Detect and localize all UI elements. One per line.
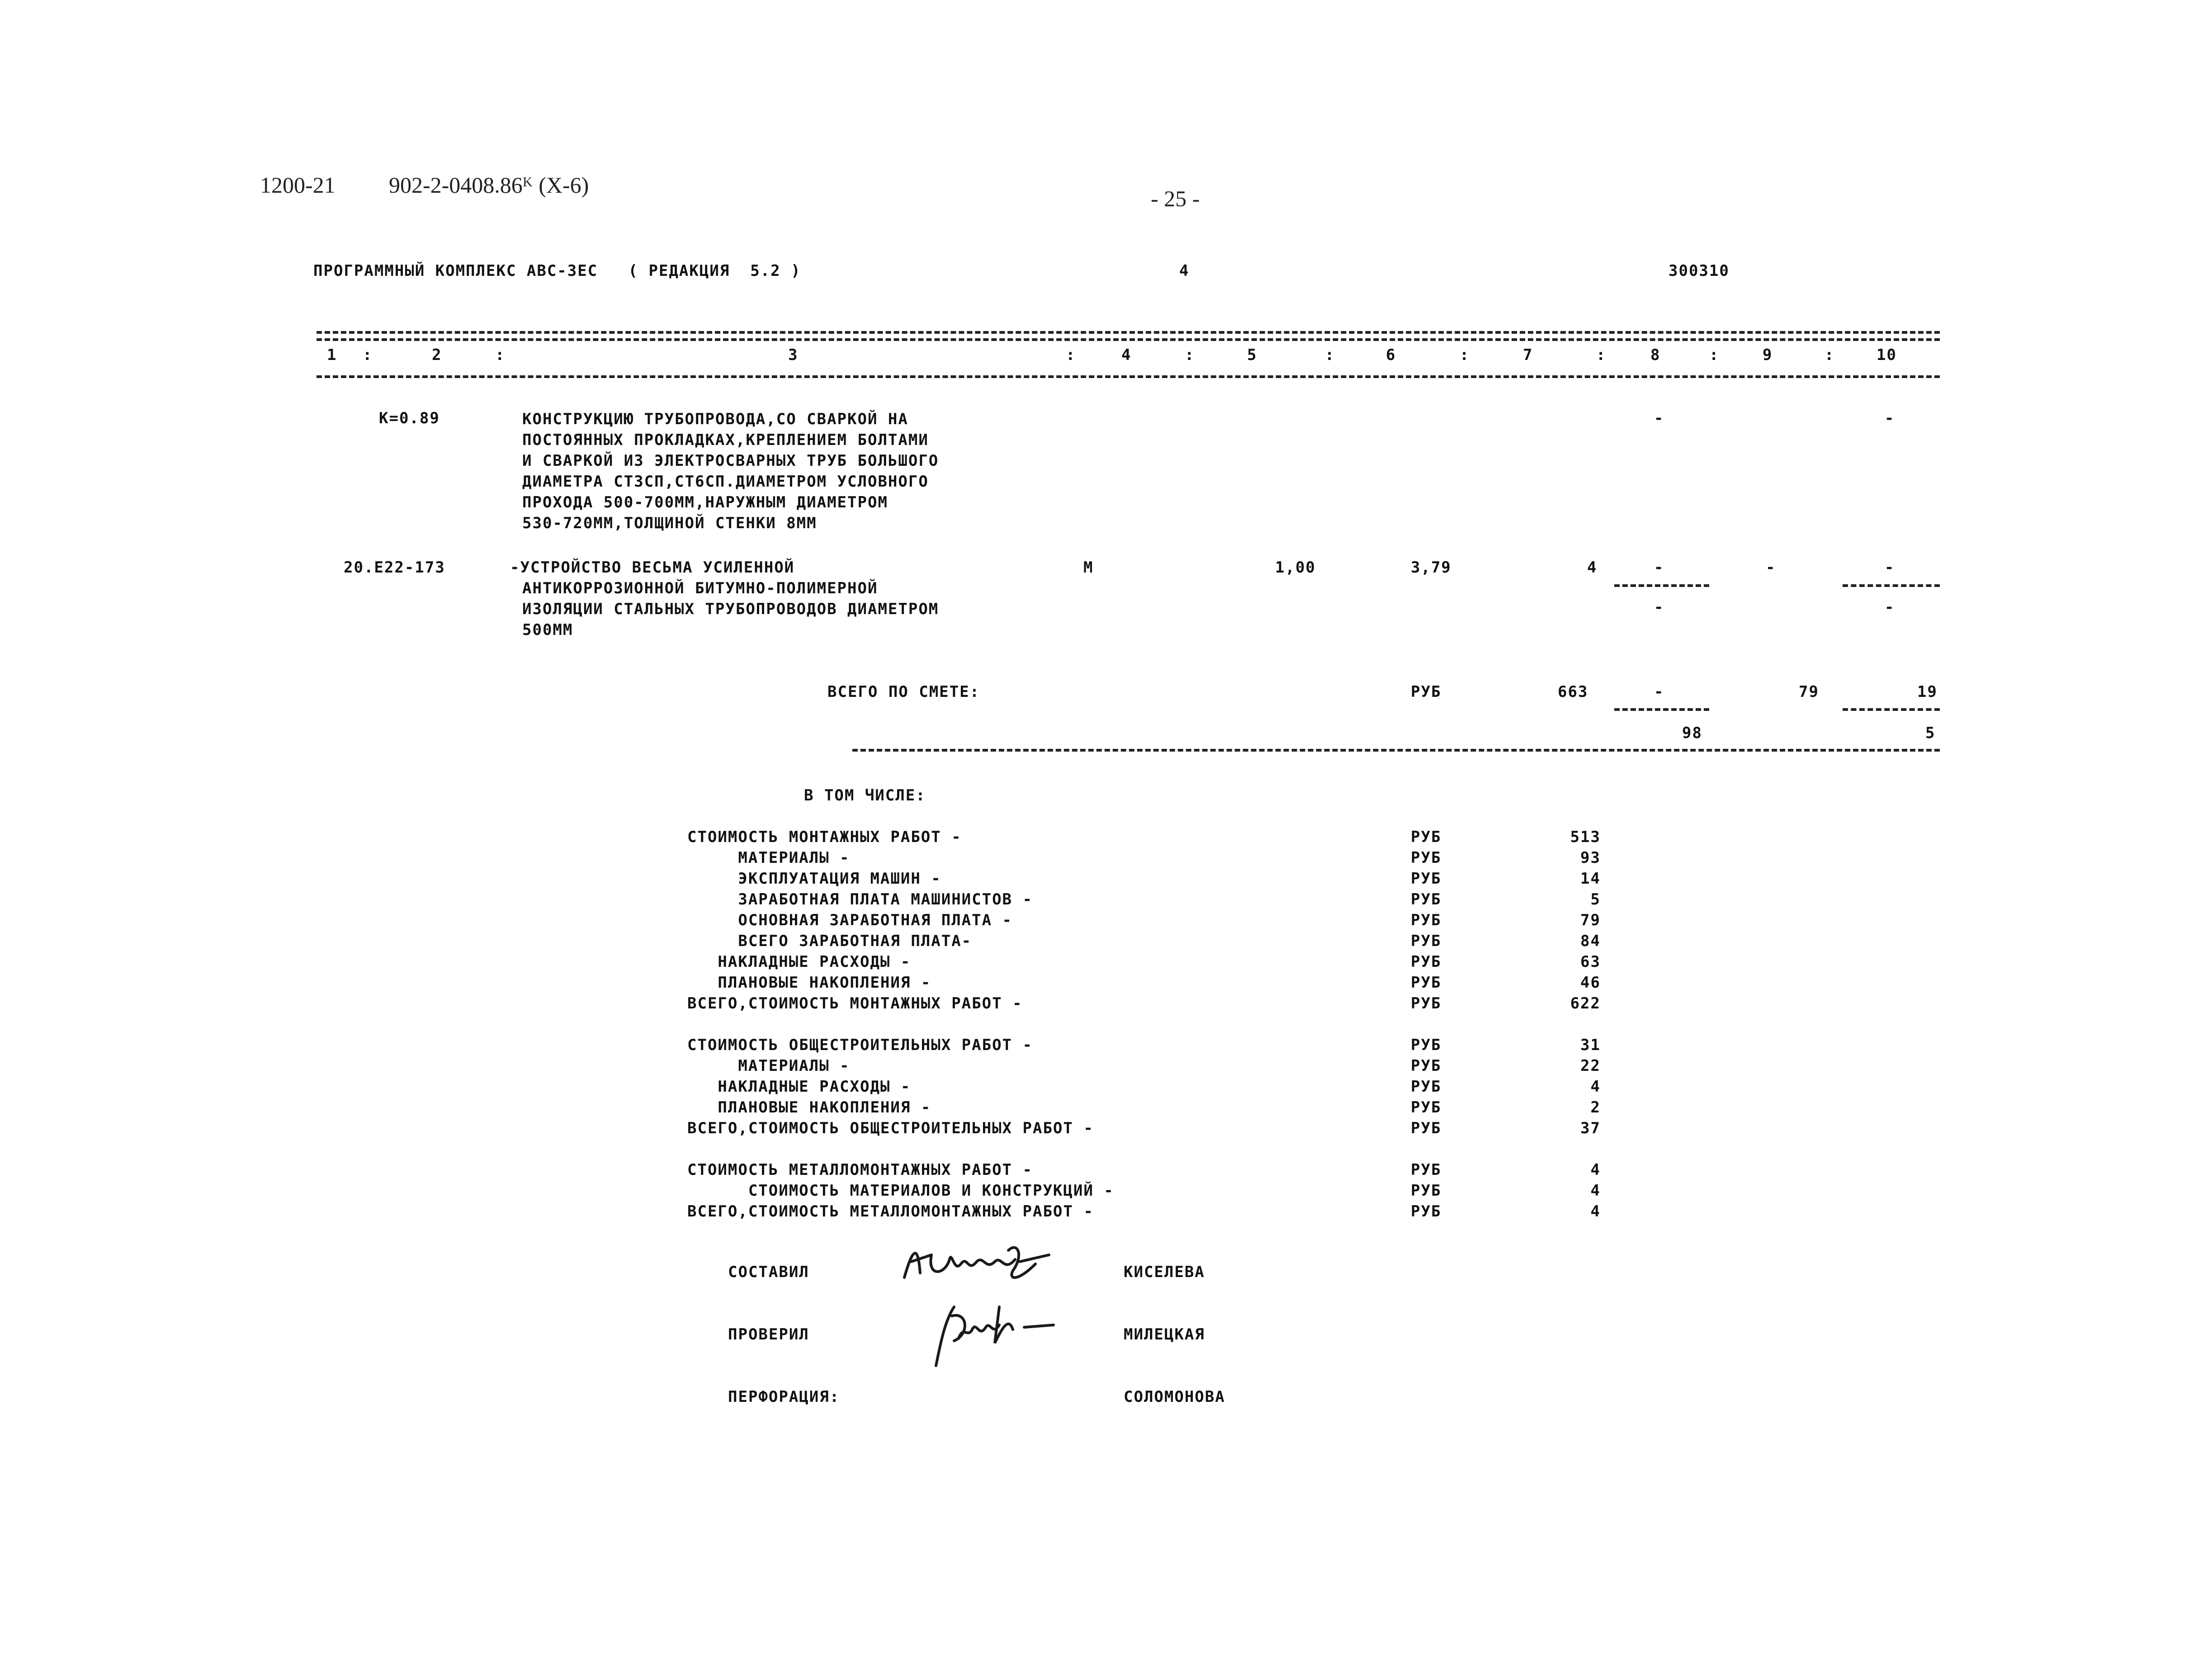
checked-by-label: ПРОВЕРИЛ (728, 1325, 809, 1344)
breakdown-value: 513 (1570, 828, 1601, 846)
breakdown-label: СТОИМОСТЬ МАТЕРИАЛОВ И КОНСТРУКЦИЙ - (687, 1182, 1114, 1200)
item-description-line: ИЗОЛЯЦИИ СТАЛЬНЫХ ТРУБОПРОВОДОВ ДИАМЕТРОМ (522, 600, 939, 618)
breakdown-label: НАКЛАДНЫЕ РАСХОДЫ - (687, 1078, 911, 1096)
column-header-9: 9 (1763, 346, 1773, 364)
column-sep: : (1709, 346, 1720, 364)
breakdown-value: 622 (1570, 994, 1601, 1013)
item-description-line: ДИАМЕТРА СТ3СП,СТ6СП.ДИАМЕТРОМ УСЛОВНОГО (522, 473, 929, 491)
column-sep: : (1460, 346, 1470, 364)
program-title: ПРОГРАММНЫЙ КОМПЛЕКС АВС-3ЕС ( РЕДАКЦИЯ 5.2 ) (313, 262, 801, 280)
breakdown-label: ВСЕГО ЗАРАБОТНАЯ ПЛАТА- (687, 932, 972, 950)
breakdown-label: ЭКСПЛУАТАЦИЯ МАШИН - (687, 870, 941, 888)
breakdown-value: 4 (1590, 1078, 1601, 1096)
breakdown-unit: РУБ (1411, 1057, 1442, 1075)
column-sep: : (363, 346, 373, 364)
item-description-line: 530-720ММ,ТОЛЩИНОЙ СТЕНКИ 8ММ (522, 514, 817, 532)
breakdown-unit: РУБ (1411, 1098, 1442, 1117)
item-description-line: ПОСТОЯННЫХ ПРОКЛАДКАХ,КРЕПЛЕНИЕМ БОЛТАМИ (522, 431, 929, 449)
page-number: - 25 - (1151, 186, 1200, 211)
breakdown-value: 14 (1580, 870, 1601, 888)
compiled-signature (900, 1237, 1054, 1291)
total-col10-rule (1843, 708, 1940, 711)
breakdown-label: ВСЕГО,СТОИМОСТЬ МЕТАЛЛОМОНТАЖНЫХ РАБОТ - (687, 1202, 1094, 1221)
item-code: 20.Е22-173 (344, 558, 445, 577)
item-description-line: АНТИКОРРОЗИОННОЙ БИТУМНО-ПОЛИМЕРНОЙ (522, 579, 878, 597)
column-header-7: 7 (1523, 346, 1533, 364)
breakdown-value: 2 (1590, 1098, 1601, 1117)
breakdown-value: 4 (1590, 1161, 1601, 1179)
breakdown-label: ПЛАНОВЫЕ НАКОПЛЕНИЯ - (687, 974, 931, 992)
item-unit-price: 3,79 (1411, 558, 1451, 577)
column-header-8: 8 (1650, 346, 1661, 364)
column-header-2: 2 (432, 346, 442, 364)
program-code: 300310 (1668, 262, 1730, 280)
breakdown-label: СТОИМОСТЬ МЕТАЛЛОМОНТАЖНЫХ РАБОТ - (687, 1161, 1033, 1179)
total-col10: 19 (1917, 683, 1938, 701)
breakdown-value: 84 (1580, 932, 1601, 950)
breakdown-value: 63 (1580, 953, 1601, 971)
breakdown-unit: РУБ (1411, 994, 1442, 1013)
document-code: 902-2-0408.86ᴷ (X-6) (389, 172, 589, 198)
compiled-by-name: КИСЕЛЕВА (1124, 1263, 1205, 1281)
breakdown-unit: РУБ (1411, 870, 1442, 888)
item-col10-rule (1843, 584, 1940, 587)
header-rule-top-2 (317, 338, 1940, 341)
perforation-name: СОЛОМОНОВА (1124, 1388, 1225, 1406)
column-header-4: 4 (1121, 346, 1132, 364)
breakdown-value: 4 (1590, 1182, 1601, 1200)
breakdown-label: ВСЕГО,СТОИМОСТЬ МОНТАЖНЫХ РАБОТ - (687, 994, 1023, 1013)
checked-signature (927, 1298, 1063, 1370)
column-header-3: 3 (788, 346, 799, 364)
item-col7-value: 4 (1587, 558, 1598, 577)
breakdown-value: 22 (1580, 1057, 1601, 1075)
item-col10-top: - (1885, 558, 1895, 577)
total-sum: 663 (1558, 683, 1588, 701)
item-col8-value: - (1654, 409, 1664, 427)
total-col8-rule (1614, 708, 1709, 711)
breakdown-label: СТОИМОСТЬ МОНТАЖНЫХ РАБОТ - (687, 828, 962, 846)
breakdown-unit: РУБ (1411, 849, 1442, 867)
breakdown-value: 4 (1590, 1202, 1601, 1221)
column-sep: : (1185, 346, 1195, 364)
column-sep: : (1066, 346, 1076, 364)
total-rule (852, 749, 1940, 752)
breakdown-label: ЗАРАБОТНАЯ ПЛАТА МАШИНИСТОВ - (687, 890, 1033, 908)
item-description-line: 500ММ (522, 621, 573, 639)
breakdown-unit: РУБ (1411, 1202, 1442, 1221)
breakdown-value: 37 (1580, 1119, 1601, 1137)
breakdown-unit: РУБ (1411, 1078, 1442, 1096)
breakdown-heading: В ТОМ ЧИСЛЕ: (804, 786, 926, 804)
item-unit: М (1083, 558, 1094, 577)
column-sep: : (1596, 346, 1607, 364)
sheet-code: 1200-21 (260, 172, 336, 198)
program-page: 4 (1179, 262, 1190, 280)
breakdown-value: 5 (1590, 890, 1601, 908)
breakdown-value: 31 (1580, 1036, 1601, 1054)
header-rule-bottom (317, 375, 1940, 378)
breakdown-unit: РУБ (1411, 974, 1442, 992)
breakdown-unit: РУБ (1411, 932, 1442, 950)
breakdown-unit: РУБ (1411, 1036, 1442, 1054)
item-quantity: 1,00 (1275, 558, 1316, 577)
breakdown-label: СТОИМОСТЬ ОБЩЕСТРОИТЕЛЬНЫХ РАБОТ - (687, 1036, 1033, 1054)
total-label: ВСЕГО ПО СМЕТЕ: (827, 683, 980, 701)
item-code: К=0.89 (379, 409, 440, 427)
item-col9-value: - (1766, 558, 1776, 577)
total-unit: РУБ (1411, 683, 1442, 701)
item-col10-value: - (1885, 409, 1895, 427)
breakdown-label: ПЛАНОВЫЕ НАКОПЛЕНИЯ - (687, 1098, 931, 1117)
column-sep: : (1325, 346, 1335, 364)
breakdown-label: МАТЕРИАЛЫ - (687, 1057, 850, 1075)
breakdown-unit: РУБ (1411, 911, 1442, 929)
breakdown-unit: РУБ (1411, 828, 1442, 846)
total-col10-bottom: 5 (1925, 724, 1936, 742)
item-description-line: -УСТРОЙСТВО ВЕСЬМА УСИЛЕННОЙ (510, 558, 795, 577)
breakdown-unit: РУБ (1411, 1119, 1442, 1137)
item-description-line: КОНСТРУКЦИЮ ТРУБОПРОВОДА,СО СВАРКОЙ НА (522, 410, 908, 428)
item-col8-top: - (1654, 558, 1664, 577)
header-rule-top (317, 331, 1940, 334)
item-col8-bottom: - (1654, 598, 1664, 616)
item-col10-bottom: - (1885, 598, 1895, 616)
breakdown-label: НАКЛАДНЫЕ РАСХОДЫ - (687, 953, 911, 971)
breakdown-label: МАТЕРИАЛЫ - (687, 849, 850, 867)
breakdown-unit: РУБ (1411, 1161, 1442, 1179)
breakdown-label: ОСНОВНАЯ ЗАРАБОТНАЯ ПЛАТА - (687, 911, 1013, 929)
breakdown-label: ВСЕГО,СТОИМОСТЬ ОБЩЕСТРОИТЕЛЬНЫХ РАБОТ - (687, 1119, 1094, 1137)
checked-by-name: МИЛЕЦКАЯ (1124, 1325, 1205, 1344)
column-header-1: 1 (327, 346, 337, 364)
total-col9: 79 (1799, 683, 1819, 701)
item-col8-rule (1614, 584, 1709, 587)
compiled-by-label: СОСТАВИЛ (728, 1263, 809, 1281)
breakdown-unit: РУБ (1411, 1182, 1442, 1200)
breakdown-value: 46 (1580, 974, 1601, 992)
item-description-line: И СВАРКОЙ ИЗ ЭЛЕКТРОСВАРНЫХ ТРУБ БОЛЬШОГО (522, 452, 939, 470)
item-description-line: ПРОХОДА 500-700ММ,НАРУЖНЫМ ДИАМЕТРОМ (522, 493, 888, 511)
column-header-5: 5 (1247, 346, 1257, 364)
breakdown-value: 79 (1580, 911, 1601, 929)
breakdown-unit: РУБ (1411, 953, 1442, 971)
total-col8: - (1654, 683, 1664, 701)
breakdown-unit: РУБ (1411, 890, 1442, 908)
column-sep: : (1824, 346, 1835, 364)
column-sep: : (495, 346, 506, 364)
total-col8-bottom: 98 (1682, 724, 1702, 742)
column-header-10: 10 (1876, 346, 1897, 364)
column-header-6: 6 (1386, 346, 1396, 364)
perforation-label: ПЕРФОРАЦИЯ: (728, 1388, 840, 1406)
breakdown-value: 93 (1580, 849, 1601, 867)
